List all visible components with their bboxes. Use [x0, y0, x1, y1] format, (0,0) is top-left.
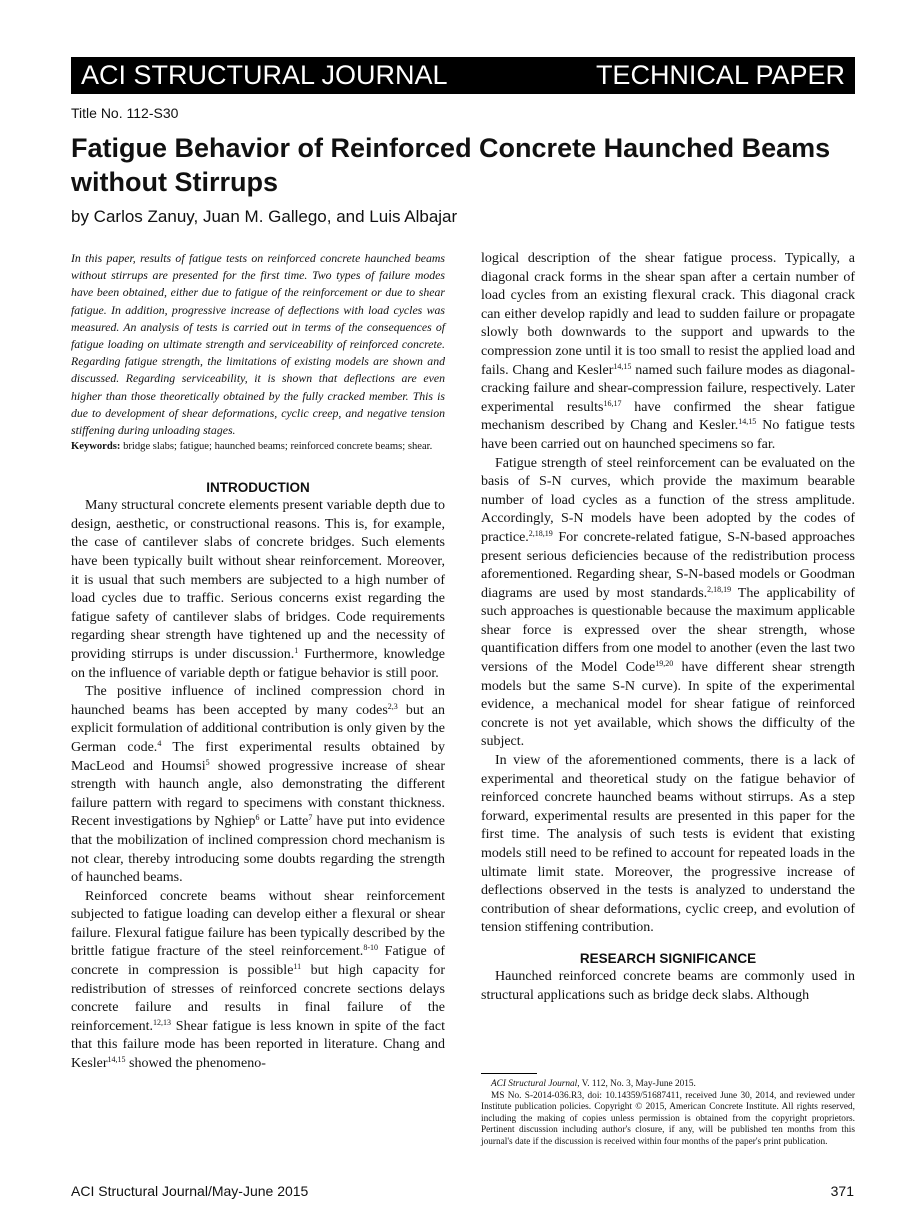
abstract: In this paper, results of fatigue tests on reinforced concrete haunched beams without stirrups are presented for the first time. Two types of failure modes have been obtained, either due to fatigue of the reinforcement or due to shear fatigue. In addition, progressive increase of deflections with load cycles was measured. An analysis of tests is carried out in terms of the consequences of fatigue loading on ultimate strength and serviceability of reinforced concrete. Regarding fatigue strength, the limitations of existing models are shown and discussed. Regarding serviceability, it is shown that deflections are even higher than those theoretically obtained by the fully cracked member. This is due to development of shear deformations, cyclic creep, and negative tension stiffening during unloading stages.: [71, 251, 445, 438]
body-paragraph-3: In view of the aforementioned comments, there is a lack of experimental and theoretical study on the fatigue behavior of reinforced concrete haunched beams without stirrups. As a step forward, experimental results are presented in this paper for the first time. The analysis of such tests is evident that existing models still need to be refined to account for repeated loads in the ultimate limit state. Moreover, the progressive increase of deflections observed in the tests is analyzed to understand the contribution of shear deformations, cyclic creep, and evolution of tension stiffening contribution.: [481, 753, 855, 936]
footnote-body: MS No. S-2014-036.R3, doi: 10.14359/51687411, received June 30, 2014, and reviewed under Institute publication policies. Copyright © 2015, American Concrete Institute. All rights reserved, including the making of copies unless permission is obtained from the copyright proprietors. Pertinent discussion including author's closure, if any, will be published ten months from this journal's date if the discussion is received within four months of the paper's print publication.: [481, 1090, 855, 1147]
intro-paragraph-3: Reinforced concrete beams without shear reinforcement subjected to fatigue loading can develop either a flexural or shear failure. Flexural fatigue failure has been typically described by the brittle fatigue fracture of the steel reinforcement.$^{8-10}$ Fatigue of concrete in compression is possible$^{11}$ but high capacity for redistribution of stresses of reinforced concrete sections delays concrete failure and results in final failure of the reinforcement.$^{12,13}$ Shear fatigue is less known in spite of the fact that this failure mode has been reported in literature. Chang and Kesler$^{14,15}$ showed the phenomeno-: [71, 888, 445, 1072]
authors: by Carlos Zanuy, Juan M. Gallego, and Luis Albajar: [71, 207, 458, 226]
intro-paragraph-2: The positive influence of inclined compression chord in haunched beams has been accepted by many codes$^{2,3}$ but an explicit formulation of additional contribution is only given by the German code.$^4$ The first experimental results obtained by MacLeod and Houmsi$^5$ showed progressive increase of shear strength with haunch angle, also demonstrating the different failure pattern with regard to specimens with constant thickness. Recent investigations by Nghiep$^6$ or Latte$^7$ have put into evidence that the mobilization of inclined compression chord mechanism is not clear, thereby introducing some doubts regarding the strength of haunched beams.: [71, 684, 446, 886]
banner-journal-name: ACI STRUCTURAL JOURNAL: [81, 60, 448, 90]
keywords-text: bridge slabs; fatigue; haunched beams; reinforced concrete beams; shear.: [120, 441, 433, 453]
banner-section-name: TECHNICAL PAPER: [595, 60, 845, 90]
footnote-divider: [481, 1073, 537, 1074]
body-paragraph-1: logical description of the shear fatigue process. Typically, a diagonal crack forms in the shear span after a certain number of load cycles from an existing flexural crack. This diagonal crack can either develop rapidly and lead to sudden failure or propagate slowly both downwards to the support and upwards to the compression zone until it is too small to resist the applied load and fails. Chang and Kesler$^{14,15}$ named such failure modes as diagonal-cracking failure and shear-compression failure, respectively. Later experimental results$^{16,17}$ have confirmed the shear fatigue mechanism described by Chang and Kesler.$^{14,15}$ No fatigue tests have been carried out on haunched specimens so far.: [481, 251, 856, 452]
footnote-citation: ACI Structural Journal, V. 112, No. 3, May-June 2015.: [491, 1079, 696, 1089]
keywords-label: Keywords:: [71, 441, 121, 453]
journal-banner: [71, 57, 855, 94]
title-number: Title No. 112-S30: [71, 105, 179, 121]
introduction-heading: INTRODUCTION: [206, 480, 310, 496]
intro-paragraph-1: Many structural concrete elements present variable depth due to design, aesthetic, or constructional reasons. This is, for example, the case of cantilever slabs of concrete bridges. Such elements have been typically built without shear reinforcement. Moreover, it is usual that such members are subjected to a high number of load cycles due to traffic. Serious concerns exist regarding the fatigue safety of cantilever slabs of bridges. Code requirements regarding shear strength have tightened up and the necessity of providing stirrups is under discussion.$^1$ Furthermore, knowledge on the influence of variable depth or fatigue behavior is still poor.: [71, 498, 445, 681]
body-paragraph-2: Fatigue strength of steel reinforcement can be evaluated on the basis of S-N curves, which provide the maximum bearable number of load cycles as a function of the stress amplitude. Accordingly, S-N models have been adopted by the codes of practice.$^{2,18,19}$ For concrete-related fatigue, S-N-based approaches present serious deficiencies because of the redistribution process aforementioned. Regarding shear, S-N-based models or Goodman diagrams are used by most standards.$^{2,18,19}$ The applicability of such approaches is questionable because the maximum applicable shear force is expressed over the shear strength, whose quantification differs from one model to another (even the last two versions of the Model Code$^{19,20}$ have different shear strength models but the same S-N curve). In spite of the experimental evidence, a mechanical model for shear fatigue of reinforced concrete is not yet available, which shows the difficulty of the subject.: [481, 455, 856, 750]
research-significance-heading: RESEARCH SIGNIFICANCE: [579, 950, 757, 966]
research-significance-paragraph: Haunched reinforced concrete beams are commonly used in structural applications such as bridge deck slabs. Although: [481, 968, 855, 1003]
left-column: [71, 250, 445, 1074]
footer-journal-issue: ACI Structural Journal/May-June 2015: [71, 1183, 309, 1199]
footnote: [481, 1079, 855, 1148]
keywords: [71, 439, 445, 455]
page-number: 371: [830, 1183, 854, 1199]
paper-title: Fatigue Behavior of Reinforced Concrete Haunched Beams without Stirrups: [71, 133, 831, 197]
right-column: [481, 250, 855, 1005]
